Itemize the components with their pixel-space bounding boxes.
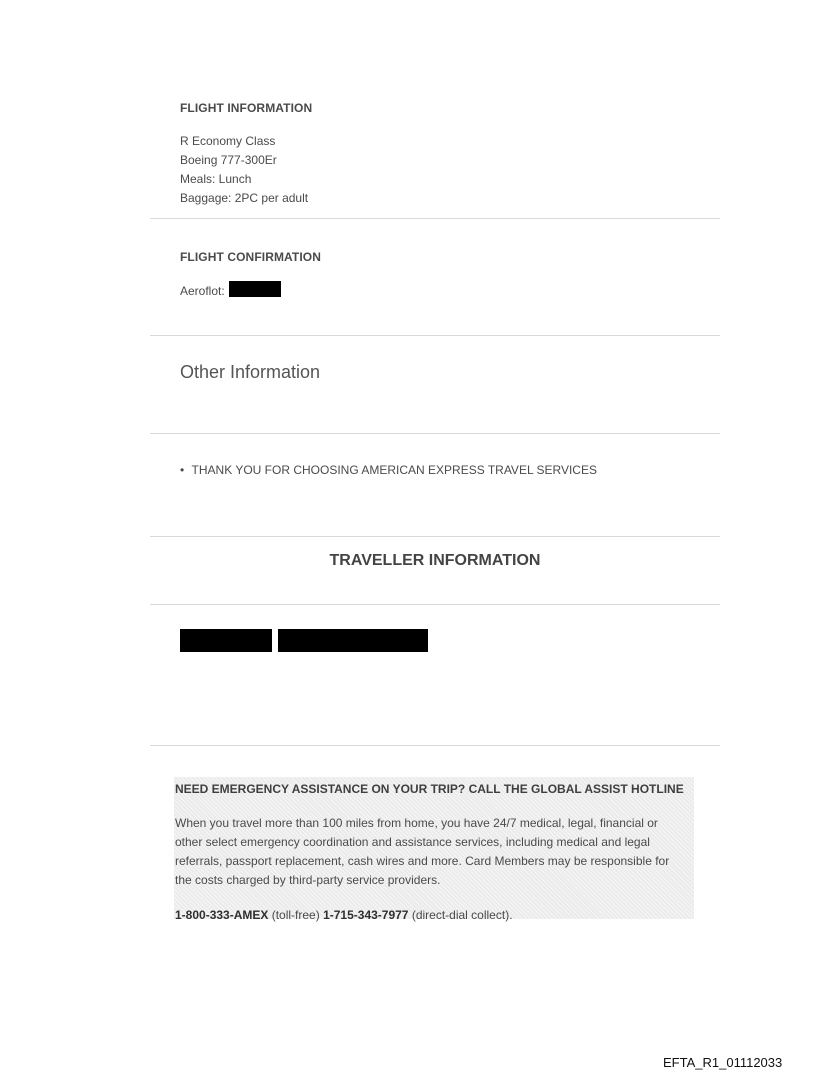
- phone-tollfree: 1-800-333-AMEX: [175, 908, 269, 922]
- section-divider: [150, 604, 720, 605]
- phone-direct: 1-715-343-7977: [323, 908, 409, 922]
- redaction-block: [180, 629, 272, 652]
- emergency-heading: NEED EMERGENCY ASSISTANCE ON YOUR TRIP? CALL THE GLOBAL ASSIST HOTLINE: [175, 782, 684, 796]
- paragraph-line: other select emergency coordination and assistance services, including medical and legal: [175, 835, 650, 849]
- other-information-title: Other Information: [180, 362, 321, 382]
- section-divider: [150, 745, 720, 746]
- flight-confirmation-heading: FLIGHT CONFIRMATION: [180, 250, 321, 264]
- phone-tollfree-note: (toll-free): [271, 908, 320, 922]
- document-id: EFTA_R1_01112033: [663, 1055, 783, 1070]
- paragraph-line: the costs charged by third-party service providers.: [175, 873, 441, 887]
- flight-information-heading: FLIGHT INFORMATION: [180, 101, 313, 115]
- cabin-class-text: R Economy Class: [180, 134, 276, 148]
- redaction-block: [229, 281, 281, 297]
- list-item-text: THANK YOU FOR CHOOSING AMERICAN EXPRESS TRAVEL SERVICES: [191, 463, 597, 477]
- bullet-icon: •: [180, 463, 185, 477]
- paragraph-line: When you travel more than 100 miles from home, you have 24/7 medical, legal, financial or: [175, 816, 658, 830]
- traveller-information-title: TRAVELLER INFORMATION: [329, 552, 541, 569]
- section-divider: [150, 335, 720, 336]
- emergency-paragraph: [175, 814, 669, 890]
- section-divider: [150, 218, 720, 219]
- paragraph-line: referrals, passport replacement, cash wires and more. Card Members may be responsible for: [175, 854, 670, 868]
- aircraft-text: Boeing 777-300Er: [180, 153, 277, 167]
- section-divider: [150, 536, 720, 537]
- airline-label: Aeroflot:: [180, 284, 225, 298]
- list-item: [180, 463, 597, 477]
- emergency-phone-line: [175, 908, 513, 922]
- section-divider: [150, 433, 720, 434]
- baggage-text: Baggage: 2PC per adult: [180, 191, 309, 205]
- phone-direct-note: (direct-dial collect).: [411, 908, 513, 922]
- meals-text: Meals: Lunch: [180, 172, 252, 186]
- redaction-block: [278, 629, 428, 652]
